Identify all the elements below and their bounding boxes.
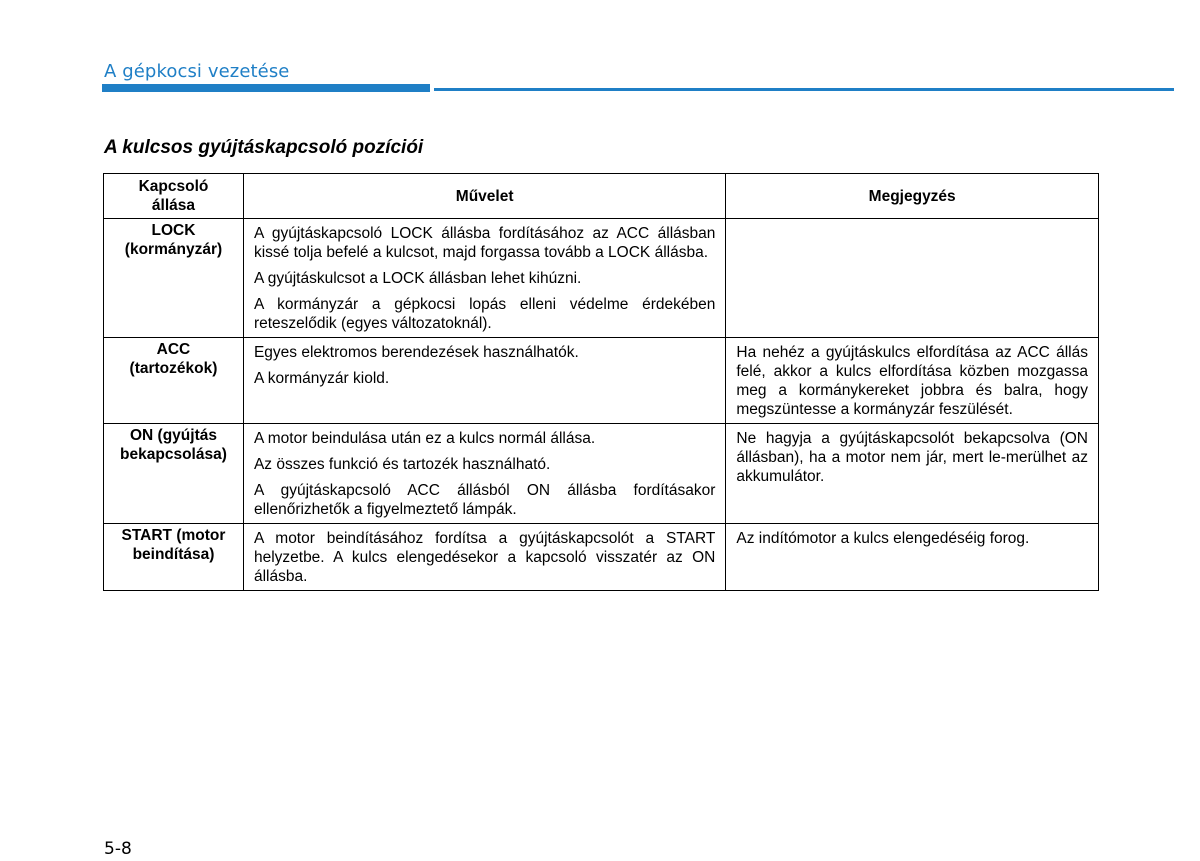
table-row bbox=[104, 524, 1099, 591]
operation-text: Az összes funkció és tartozék használható. bbox=[253, 456, 551, 473]
operation-text: A gyújtáskapcsoló ACC állásból ON állásba fordításakor ellenőrizhetők a figyelmeztető lámpák. bbox=[253, 482, 716, 518]
column-header-note: Megjegyzés bbox=[726, 174, 1099, 219]
table-header-row bbox=[104, 174, 1099, 219]
cell-operation bbox=[243, 524, 725, 591]
cell-note bbox=[726, 219, 1099, 338]
header-rule-thin bbox=[434, 88, 1174, 91]
position-label-line: beindítása) bbox=[132, 546, 215, 563]
cell-position bbox=[104, 424, 244, 524]
cell-position bbox=[104, 524, 244, 591]
column-header-operation: Művelet bbox=[243, 174, 725, 219]
table-row bbox=[104, 424, 1099, 524]
operation-text: A gyújtáskapcsoló LOCK állásba fordításához az ACC állásban kissé tolja befelé a kulcsot, majd forgassa tovább a LOCK állásba. bbox=[253, 225, 716, 261]
ignition-positions-table bbox=[103, 173, 1099, 591]
cell-operation bbox=[243, 424, 725, 524]
cell-position bbox=[104, 338, 244, 424]
cell-note bbox=[726, 424, 1099, 524]
position-label-line: bekapcsolása) bbox=[120, 446, 227, 463]
position-label-line: ACC bbox=[156, 341, 191, 358]
position-label-line: LOCK bbox=[151, 222, 196, 239]
column-header-position-line1: Kapcsoló bbox=[138, 178, 209, 195]
cell-note bbox=[726, 524, 1099, 591]
column-header-position bbox=[104, 174, 244, 219]
position-label-line: ON (gyújtás bbox=[129, 427, 217, 444]
operation-text: A kormányzár a gépkocsi lopás elleni védelme érdekében reteszelődik (egyes változatoknál). bbox=[253, 296, 716, 332]
position-label-line: START (motor bbox=[121, 527, 226, 544]
cell-operation bbox=[243, 338, 725, 424]
section-title: A gépkocsi vezetése bbox=[104, 61, 290, 82]
table-row bbox=[104, 219, 1099, 338]
operation-text: Egyes elektromos berendezések használhatók. bbox=[253, 344, 579, 361]
note-text: Ha nehéz a gyújtáskulcs elfordítása az ACC állás felé, akkor a kulcs elfordítása közben mozgassa meg a kormánykereket jobbra és balra, hogy megszüntesse a kormányzár feszülését. bbox=[736, 344, 1088, 418]
note-text: Ne hagyja a gyújtáskapcsolót bekapcsolva (ON állásban), ha a motor nem jár, mert le-merülhet az akkumulátor. bbox=[736, 430, 1088, 485]
table-row bbox=[104, 338, 1099, 424]
cell-note bbox=[726, 338, 1099, 424]
page-heading: A kulcsos gyújtáskapcsoló pozíciói bbox=[104, 137, 424, 158]
header-rule-thick bbox=[102, 84, 430, 92]
operation-text: A kormányzár kiold. bbox=[253, 370, 390, 387]
operation-text: A motor beindításához fordítsa a gyújtáskapcsolót a START helyzetbe. A kulcs elengedésekor a kapcsoló visszatér az ON állásba. bbox=[253, 530, 716, 585]
operation-text: A gyújtáskulcsot a LOCK állásban lehet kihúzni. bbox=[253, 270, 582, 287]
cell-operation bbox=[243, 219, 725, 338]
column-header-position-line2: állása bbox=[151, 197, 196, 214]
position-label-line: (tartozékok) bbox=[129, 360, 218, 377]
note-text: Az indítómotor a kulcs elengedéséig forog. bbox=[736, 530, 1030, 547]
table-body bbox=[104, 219, 1099, 591]
page-number: 5-8 bbox=[104, 839, 132, 859]
position-label-line: (kormányzár) bbox=[124, 241, 223, 258]
operation-text: A motor beindulása után ez a kulcs normál állása. bbox=[253, 430, 596, 447]
cell-position bbox=[104, 219, 244, 338]
